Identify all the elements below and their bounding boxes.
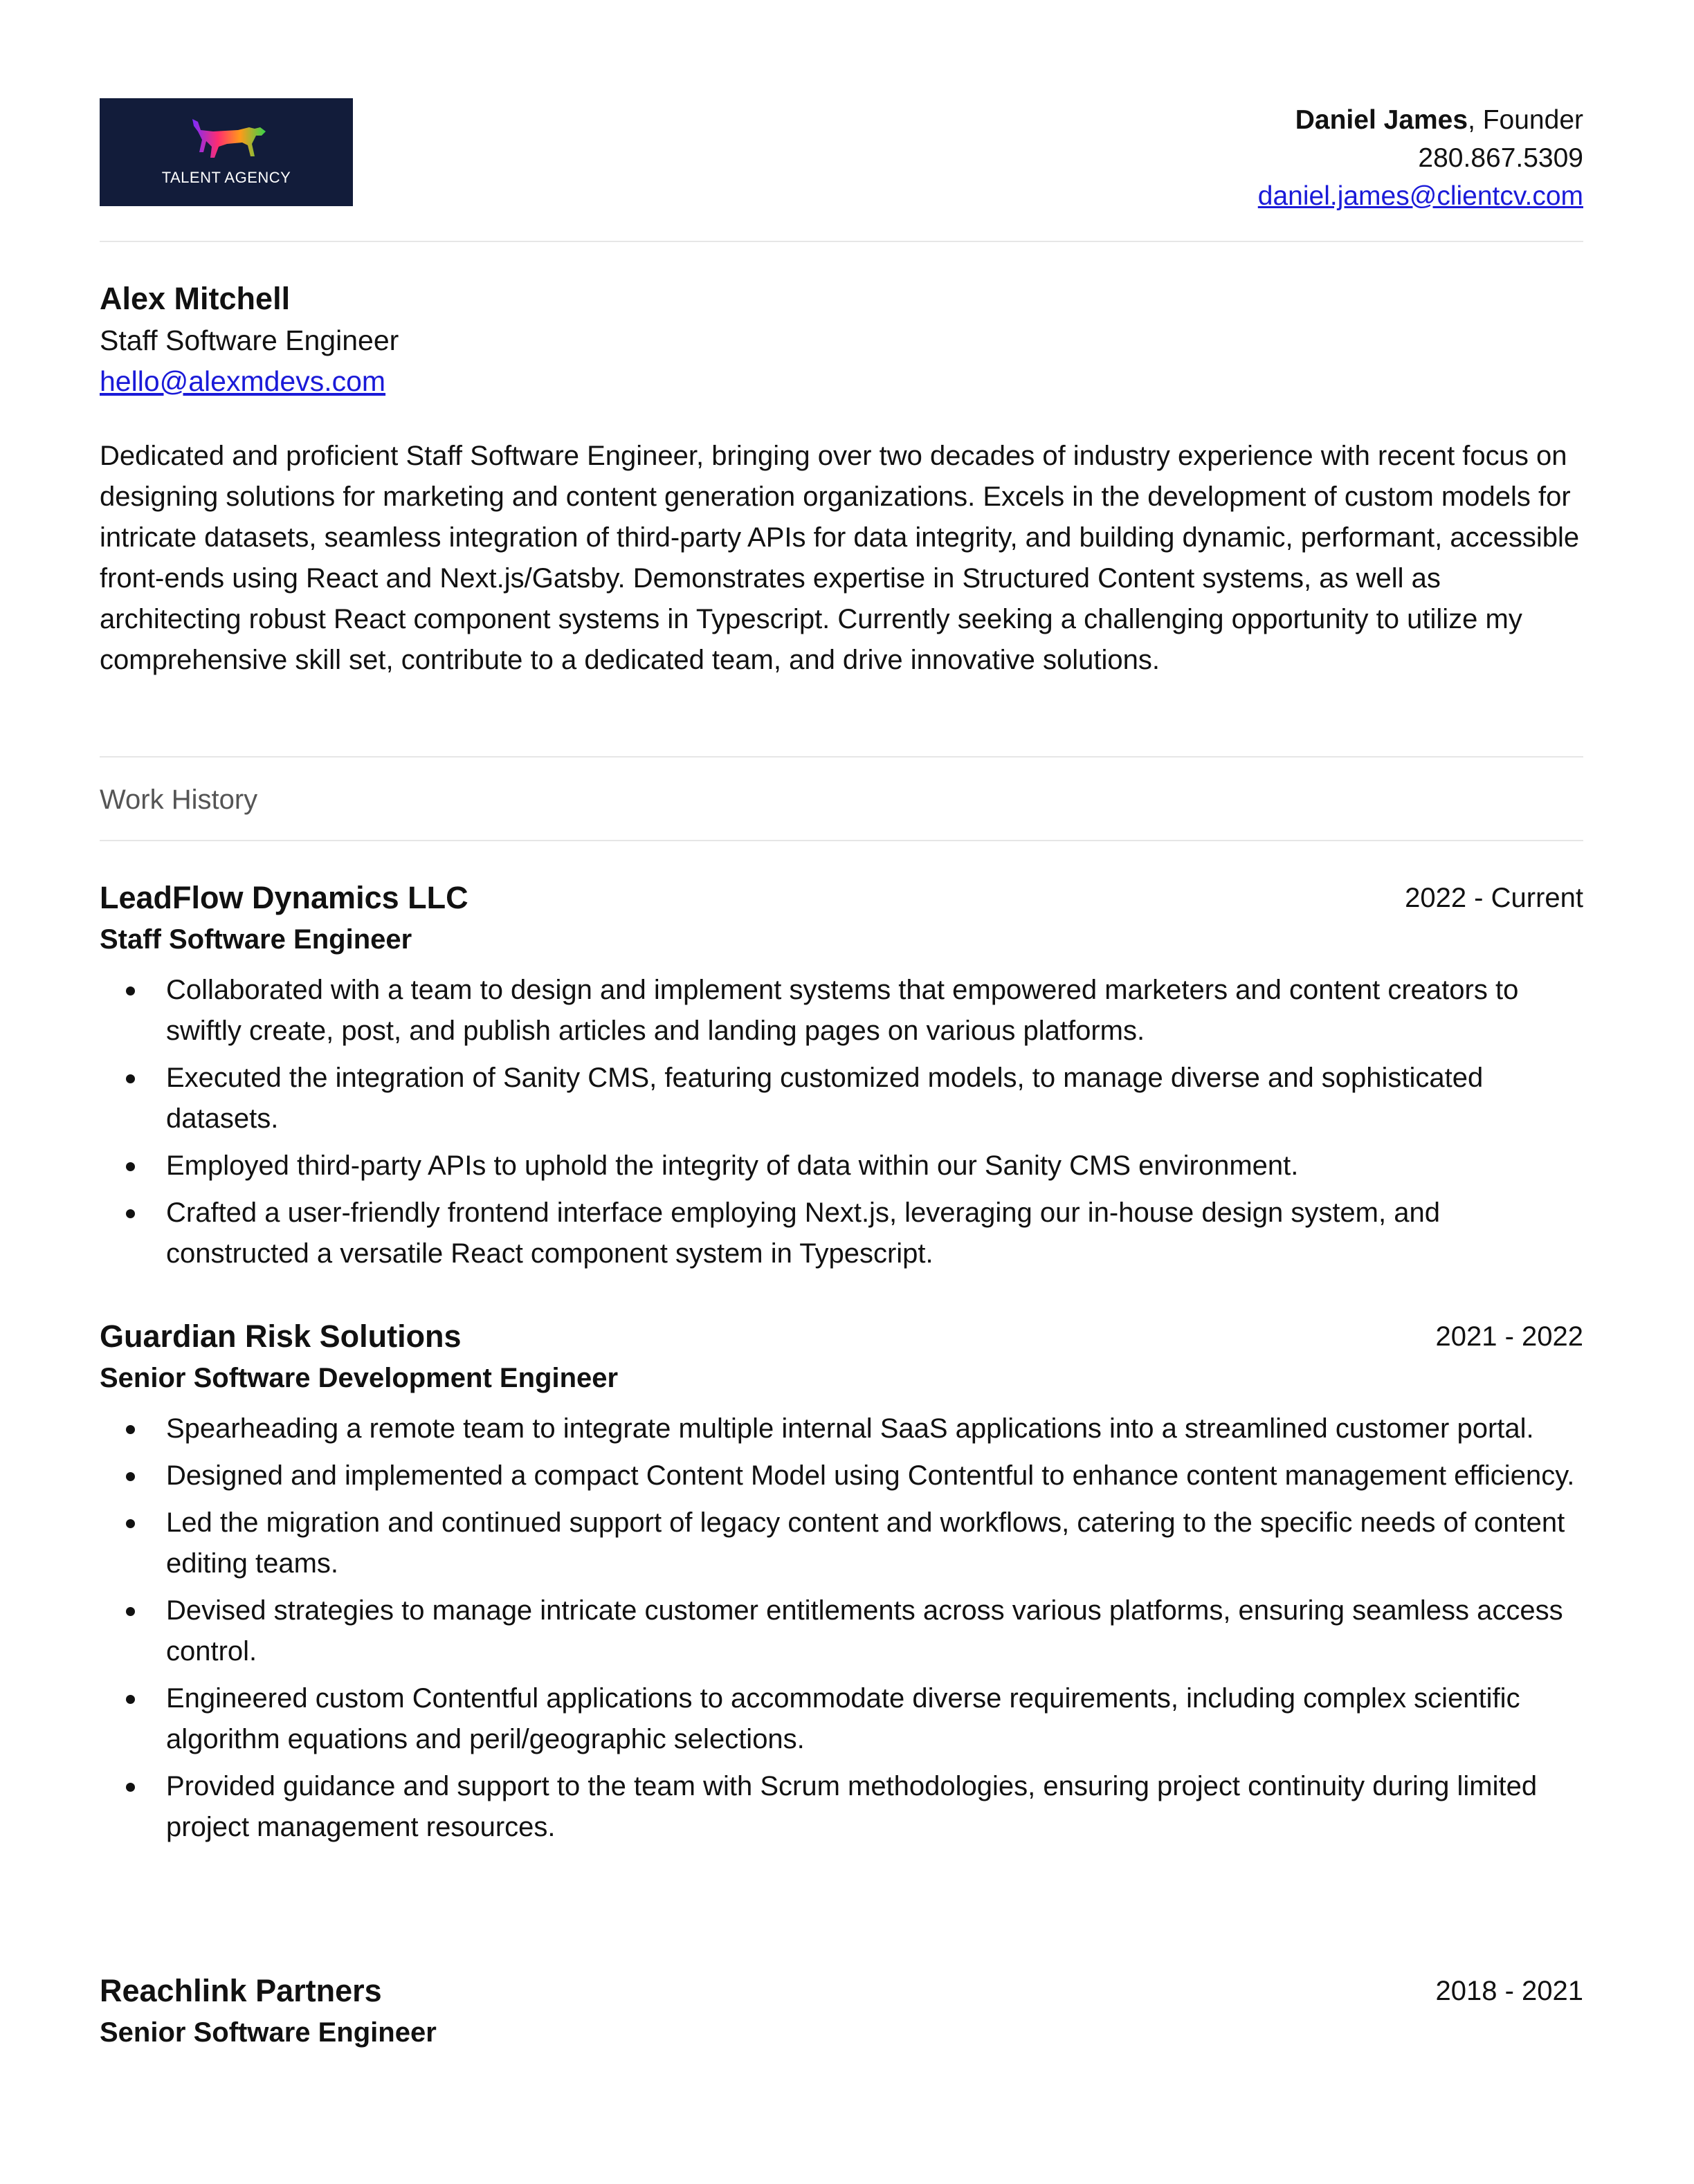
job-company: Reachlink Partners (100, 1973, 382, 2008)
job-dates: 2018 - 2021 (1435, 1976, 1583, 2006)
job-bullets (100, 1408, 1583, 1848)
job-role: Senior Software Development Engineer (100, 1363, 619, 1393)
agency-contact-role: , Founder (1468, 105, 1583, 135)
job-header (100, 1314, 1583, 1359)
job-bullet: Led the migration and continued support of legacy content and workflows, catering to the specific needs of content editing teams. (100, 1503, 1583, 1584)
job-company: LeadFlow Dynamics LLC (100, 880, 468, 915)
job-bullet: Crafted a user-friendly frontend interface employing Next.js, leveraging our in-house design system, and constructed a versatile React component system in Typescript. (100, 1193, 1583, 1274)
job-bullet: Engineered custom Contentful applications to accommodate diverse requirements, including complex scientific algorithm equations and peril/geographic selections. (100, 1678, 1583, 1760)
agency-contact (1258, 101, 1583, 215)
candidate-email-link[interactable]: hello@alexmdevs.com (100, 365, 386, 397)
agency-contact-name: Daniel James (1295, 105, 1468, 135)
job-bullet: Designed and implemented a compact Content Model using Contentful to enhance content management efficiency. (100, 1456, 1583, 1496)
job-bullet: Executed the integration of Sanity CMS, featuring customized models, to manage diverse and sophisticated datasets. (100, 1058, 1583, 1139)
job-bullet: Provided guidance and support to the team with Scrum methodologies, ensuring project continuity during limited project management resources. (100, 1766, 1583, 1848)
dog-logo-icon (183, 113, 273, 169)
agency-contact-line (1258, 101, 1583, 139)
job-bullet: Devised strategies to manage intricate customer entitlements across various platforms, ensuring seamless access control. (100, 1590, 1583, 1672)
candidate-title: Staff Software Engineer (100, 324, 399, 356)
job-entry (100, 876, 1583, 1281)
agency-logo (100, 98, 353, 206)
candidate-name: Alex Mitchell (100, 281, 291, 316)
job-company: Guardian Risk Solutions (100, 1319, 462, 1354)
job-bullets (100, 970, 1583, 1274)
section-divider (100, 840, 1583, 841)
job-role: Staff Software Engineer (100, 924, 412, 955)
agency-phone: 280.867.5309 (1418, 143, 1583, 173)
job-header (100, 876, 1583, 920)
job-dates: 2021 - 2022 (1435, 1321, 1583, 1352)
section-title-work-history: Work History (100, 784, 258, 815)
job-bullet: Employed third-party APIs to uphold the integrity of data within our Sanity CMS environment. (100, 1146, 1583, 1186)
candidate-summary: Dedicated and proficient Staff Software Engineer, bringing over two decades of industry experience with recent focus on designing solutions for marketing and content generation organizations. Excels in the development of custom models for intricate datasets, seamless integration of third-party APIs for data integrity, and building dynamic, performant, accessible front-ends using React and Next.js/Gatsby. Demonstrates expertise in Structured Content systems, as well as architecting robust React component systems in Typescript. Currently seeking a challenging opportunity to utilize my comprehensive skill set, contribute to a dedicated team, and drive innovative solutions. (100, 441, 1580, 675)
job-header (100, 1969, 1583, 2013)
summary-divider (100, 756, 1583, 758)
job-dates: 2022 - Current (1405, 883, 1583, 913)
job-role: Senior Software Engineer (100, 2017, 437, 2048)
job-bullet: Spearheading a remote team to integrate multiple internal SaaS applications into a streamlined customer portal. (100, 1408, 1583, 1449)
job-entry (100, 1314, 1583, 1854)
job-bullet: Collaborated with a team to design and implement systems that empowered marketers and content creators to swiftly create, post, and publish articles and landing pages on various platforms. (100, 970, 1583, 1052)
job-entry (100, 1969, 1583, 2053)
agency-logo-text: TALENT AGENCY (161, 169, 291, 186)
candidate-info (100, 278, 1583, 401)
header-divider (100, 241, 1583, 242)
agency-email-link[interactable]: daniel.james@clientcv.com (1257, 181, 1583, 211)
